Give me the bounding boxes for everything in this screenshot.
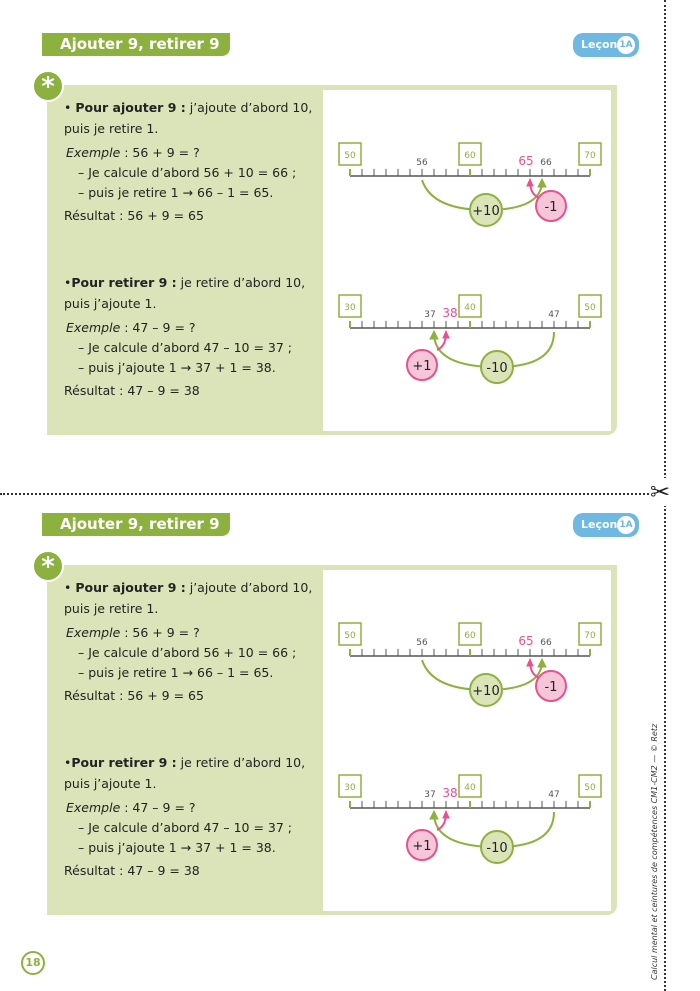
tens-label: 70 xyxy=(584,151,596,161)
from-label: 47 xyxy=(548,790,560,800)
small-step-label: -1 xyxy=(544,200,558,215)
tens-label: 50 xyxy=(584,303,596,313)
page-number: 18 xyxy=(21,951,45,975)
via-label: 66 xyxy=(540,158,552,168)
from-label: 47 xyxy=(548,310,560,320)
badge-number: 1A xyxy=(617,516,635,534)
example-step-1: – Je calcule d’abord 56 + 10 = 66 ; xyxy=(78,645,297,660)
number-line xyxy=(339,775,601,863)
copyright-footer: Calcul mental et ceintures de compétences CM1-CM2 — © Retz xyxy=(650,723,659,980)
badge-label: Leçon xyxy=(581,38,618,51)
example-question: : 56 + 9 = ? xyxy=(120,145,200,160)
arrow-head xyxy=(443,331,449,338)
rule-text: j’ajoute d’abord 10, xyxy=(185,100,313,115)
badge-label: Leçon xyxy=(581,518,618,531)
small-step-label: +1 xyxy=(412,839,432,854)
asterisk-icon: * xyxy=(32,550,64,582)
example-label: Exemple xyxy=(66,625,121,640)
rule-text-2: puis j’ajoute 1. xyxy=(64,296,157,311)
rule-text-2: puis je retire 1. xyxy=(64,601,159,616)
example-step-2: – puis je retire 1 → 66 – 1 = 65. xyxy=(78,185,274,200)
arrow-head xyxy=(430,331,438,339)
number-line xyxy=(339,143,601,226)
number-line xyxy=(339,623,601,706)
bullet: • xyxy=(64,755,72,770)
example-label: Exemple xyxy=(66,800,121,815)
tens-label: 60 xyxy=(464,151,476,161)
result-label: 65 xyxy=(518,154,534,168)
arrow-head xyxy=(527,179,533,186)
tens-label: 30 xyxy=(344,783,356,793)
small-step-label: -1 xyxy=(544,680,558,695)
bullet: • xyxy=(64,580,76,595)
lesson-card xyxy=(0,0,665,470)
tens-label: 40 xyxy=(464,303,476,313)
rule-heading: Pour retirer 9 : xyxy=(71,755,177,770)
arrow-head xyxy=(538,659,546,667)
arrow-head xyxy=(443,811,449,818)
arrow-head xyxy=(430,811,438,819)
tens-label: 40 xyxy=(464,783,476,793)
example-step-2: – puis j’ajoute 1 → 37 + 1 = 38. xyxy=(78,840,276,855)
big-step-label: +10 xyxy=(472,684,500,699)
tens-label: 50 xyxy=(344,151,356,161)
big-step-label: -10 xyxy=(486,841,508,856)
number-line-diagrams xyxy=(0,480,665,950)
bullet: • xyxy=(64,100,76,115)
tens-label: 50 xyxy=(584,783,596,793)
example-step-2: – puis je retire 1 → 66 – 1 = 65. xyxy=(78,665,274,680)
example-result: Résultat : 47 – 9 = 38 xyxy=(64,863,200,878)
example-result: Résultat : 56 + 9 = 65 xyxy=(64,688,204,703)
lesson-title: Ajouter 9, retirer 9 xyxy=(42,33,230,56)
via-label: 37 xyxy=(424,790,436,800)
number-line xyxy=(339,295,601,383)
rule-heading: Pour retirer 9 : xyxy=(71,275,177,290)
result-label: 38 xyxy=(442,786,458,800)
rule-text-2: puis j’ajoute 1. xyxy=(64,776,157,791)
example-step-1: – Je calcule d’abord 56 + 10 = 66 ; xyxy=(78,165,297,180)
big-step-label: +10 xyxy=(472,204,500,219)
from-label: 56 xyxy=(416,158,428,168)
example-step-1: – Je calcule d’abord 47 – 10 = 37 ; xyxy=(78,340,293,355)
tens-label: 50 xyxy=(344,631,356,641)
tens-label: 70 xyxy=(584,631,596,641)
example-step-1: – Je calcule d’abord 47 – 10 = 37 ; xyxy=(78,820,293,835)
result-label: 65 xyxy=(518,634,534,648)
arrow-head xyxy=(538,179,546,187)
example-question: : 47 – 9 = ? xyxy=(120,320,196,335)
number-line-diagrams xyxy=(0,0,665,470)
example-question: : 47 – 9 = ? xyxy=(120,800,196,815)
small-step-label: +1 xyxy=(412,359,432,374)
from-label: 56 xyxy=(416,638,428,648)
lesson-title: Ajouter 9, retirer 9 xyxy=(42,513,230,536)
example-label: Exemple xyxy=(66,320,121,335)
rule-text: je retire d’abord 10, xyxy=(176,275,306,290)
rule-text: je retire d’abord 10, xyxy=(176,755,306,770)
via-label: 37 xyxy=(424,310,436,320)
example-step-2: – puis j’ajoute 1 → 37 + 1 = 38. xyxy=(78,360,276,375)
asterisk-icon: * xyxy=(32,70,64,102)
result-label: 38 xyxy=(442,306,458,320)
rule-text-2: puis je retire 1. xyxy=(64,121,159,136)
big-step-label: -10 xyxy=(486,361,508,376)
example-result: Résultat : 47 – 9 = 38 xyxy=(64,383,200,398)
tens-label: 60 xyxy=(464,631,476,641)
rule-heading: Pour ajouter 9 : xyxy=(75,580,186,595)
rule-text: j’ajoute d’abord 10, xyxy=(185,580,313,595)
bullet: • xyxy=(64,275,72,290)
scissors-icon: ✂ xyxy=(650,478,671,506)
badge-number: 1A xyxy=(617,36,635,54)
arrow-head xyxy=(527,659,533,666)
example-question: : 56 + 9 = ? xyxy=(120,625,200,640)
tens-label: 30 xyxy=(344,303,356,313)
via-label: 66 xyxy=(540,638,552,648)
rule-heading: Pour ajouter 9 : xyxy=(75,100,186,115)
example-result: Résultat : 56 + 9 = 65 xyxy=(64,208,204,223)
example-label: Exemple xyxy=(66,145,121,160)
lesson-card xyxy=(0,480,665,950)
